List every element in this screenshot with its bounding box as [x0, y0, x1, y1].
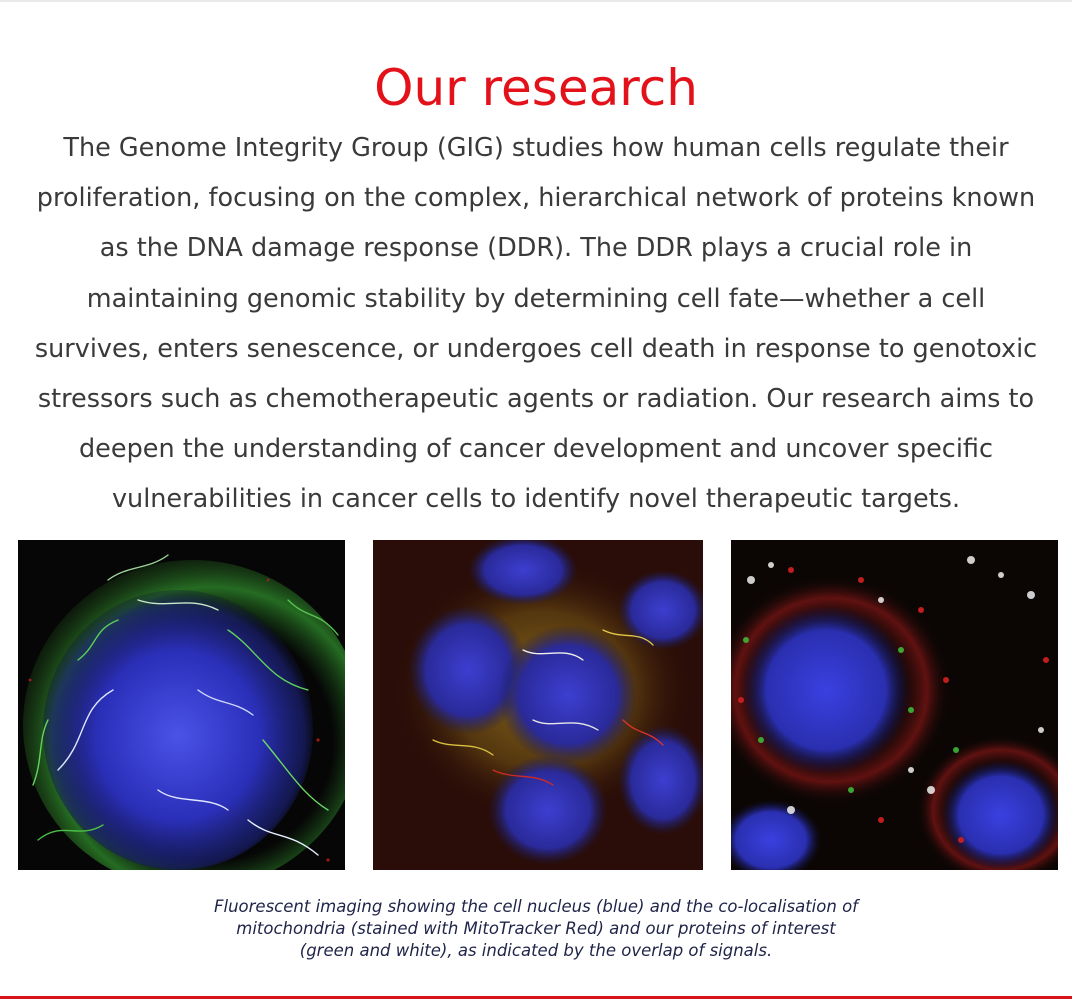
caption-line: Fluorescent imaging showing the cell nucleus (blue) and the co-localisation of	[214, 897, 858, 916]
intro-line: deepen the understanding of cancer development and uncover specific	[79, 434, 993, 465]
microscopy-image-1-svg	[18, 540, 345, 870]
intro-line: as the DNA damage response (DDR). The DDR plays a crucial role in	[99, 233, 973, 264]
intro-line: maintaining genomic stability by determining cell fate—whether a cell	[86, 283, 986, 314]
bottom-accent-divider	[0, 996, 1072, 999]
intro-line: The Genome Integrity Group (GIG) studies how human cells regulate their	[63, 133, 1009, 163]
microscopy-image-2	[373, 540, 703, 870]
microscopy-image-3-svg	[731, 540, 1058, 870]
page-title: Our research	[374, 59, 698, 117]
microscopy-image-2-svg	[373, 540, 703, 870]
intro-line: survives, enters senescence, or undergoes cell death in response to genotoxic	[34, 333, 1038, 364]
microscopy-image-1	[18, 540, 345, 870]
top-divider	[0, 0, 1072, 2]
intro-paragraph	[8, 123, 1064, 525]
figure-caption	[0, 896, 1072, 962]
microscopy-image-3	[731, 540, 1058, 870]
intro-line: stressors such as chemotherapeutic agents or radiation. Our research aims to	[37, 384, 1035, 415]
intro-line: proliferation, focusing on the complex, hierarchical network of proteins known	[36, 183, 1036, 214]
caption-line: (green and white), as indicated by the overlap of signals.	[299, 941, 773, 960]
caption-line: mitochondria (stained with MitoTracker Red) and our proteins of interest	[236, 919, 836, 938]
intro-line: vulnerabilities in cancer cells to identify novel therapeutic targets.	[111, 484, 961, 515]
